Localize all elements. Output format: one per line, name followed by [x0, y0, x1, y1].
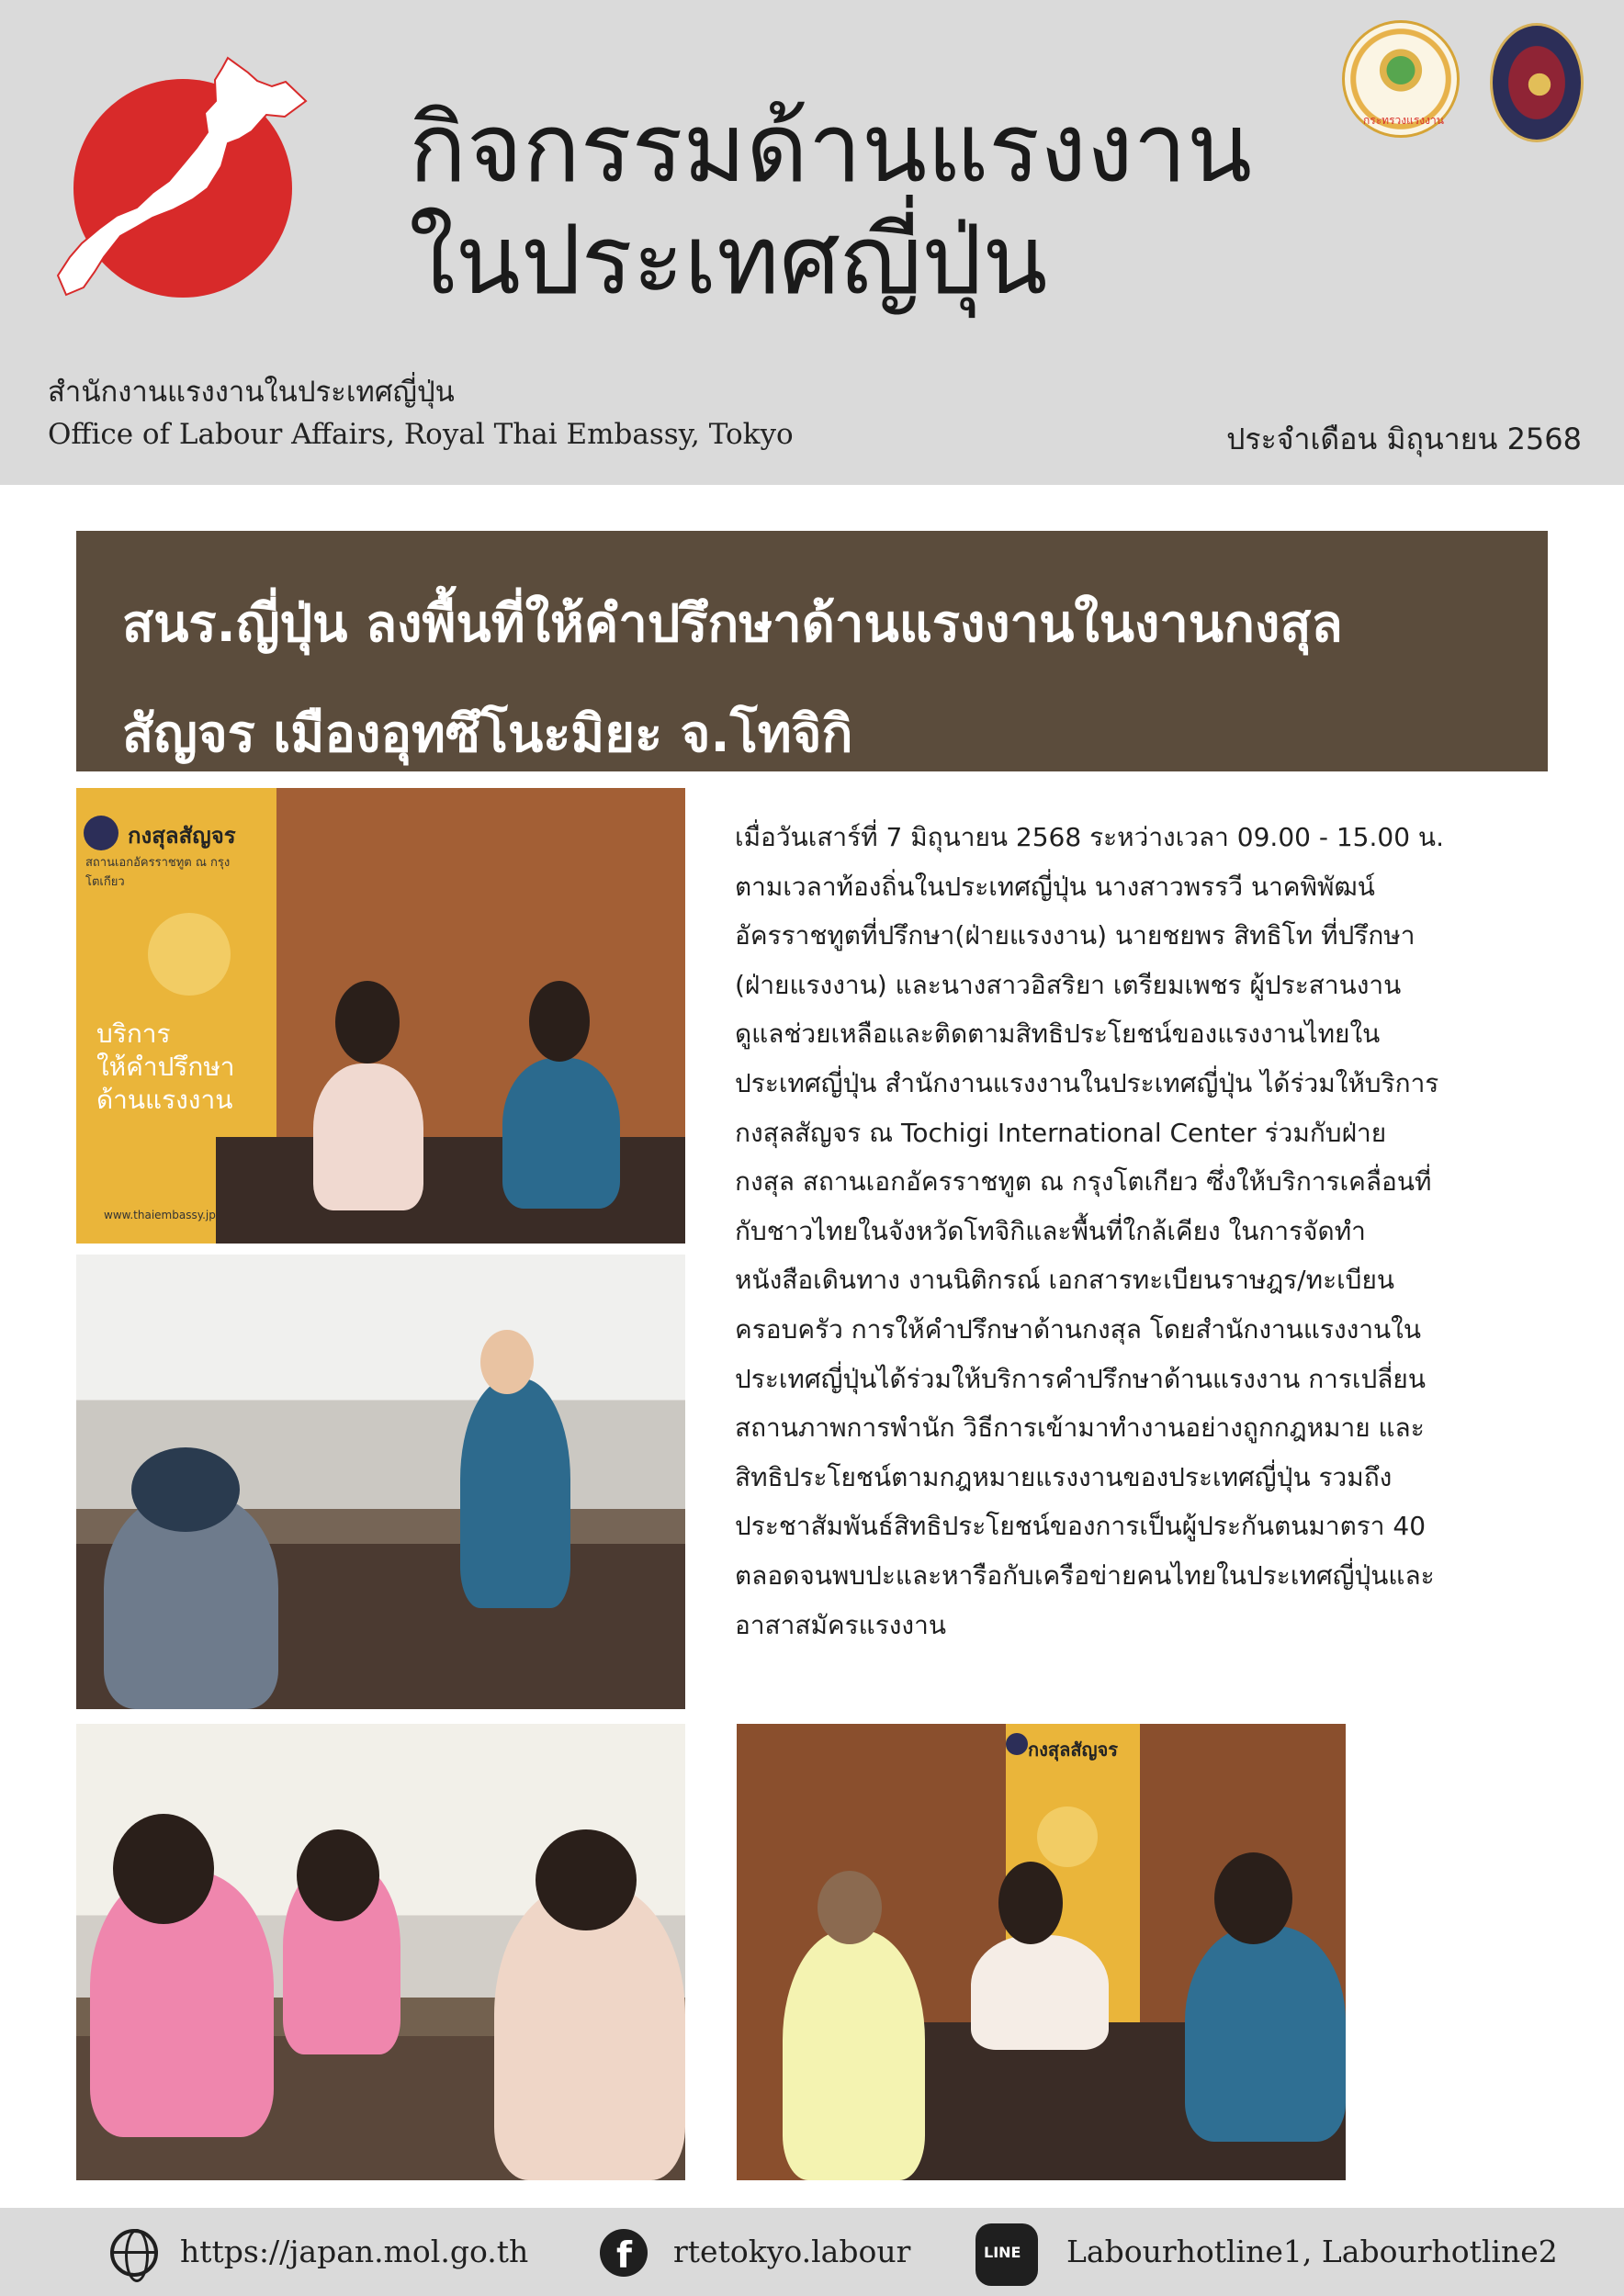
- article-line-9: กับชาวไทยในจังหวัดโทจิกิและพื้นที่ใกล้เคียง ในการจัดทำ: [735, 1215, 1366, 1246]
- article-line-5: ดูแลช่วยเหลือและติดตามสิทธิประโยชน์ของแรงงานไทยใน: [735, 1019, 1381, 1050]
- article-body: [735, 813, 1552, 1649]
- article-line-1: เมื่อวันเสาร์ที่ 7 มิถุนายน 2568 ระหว่างเวลา 09.00 - 15.00 น.: [735, 822, 1444, 852]
- ministry-of-labour-seal: [1342, 20, 1460, 138]
- article-line-3: อัครราชทูตที่ปรึกษา(ฝ่ายแรงงาน) นายชยพร สิทธิโท ที่ปรึกษา: [735, 920, 1415, 951]
- article-line-14: สิทธิประโยชน์ตามกฎหมายแรงงานของประเทศญี่ปุ่น รวมถึง: [735, 1461, 1393, 1492]
- ministry-seal-emblem: [1370, 41, 1431, 106]
- photo-person-head: [131, 1447, 240, 1532]
- title-line-1: กิจกรรมด้านแรงงาน: [409, 92, 1253, 204]
- header: [0, 0, 1624, 485]
- banner-service-line-3: ด้านแรงงาน: [96, 1085, 233, 1115]
- photo-person-head: [818, 1871, 882, 1944]
- office-name-thai: สำนักงานแรงงานในประเทศญี่ปุ่น: [48, 376, 455, 409]
- article-line-13: สถานภาพการพำนัก วิธีการเข้ามาทำงานอย่างถูกกฎหมาย และ: [735, 1412, 1425, 1444]
- article-line-11: ครอบครัว การให้คำปรึกษาด้านกงสุล โดยสำนักงานแรงงานใน: [735, 1313, 1421, 1345]
- article-line-7: กงสุลสัญจร ณ Tochigi International Center ร่วมกับฝ่าย: [735, 1117, 1387, 1148]
- banner-service-line-1: บริการ: [96, 1019, 171, 1049]
- embassy-emblem-icon: [1006, 1733, 1028, 1755]
- article-line-6: ประเทศญี่ปุ่น สำนักงานแรงงานในประเทศญี่ปุ่น ได้ร่วมให้บริการ: [735, 1067, 1439, 1098]
- website-link[interactable]: https://japan.mol.go.th: [180, 2234, 529, 2269]
- banner-brand: กงสุลสัญจร: [128, 823, 236, 849]
- sun-illustration: [1037, 1806, 1098, 1867]
- title-line-2: ในประเทศญี่ปุ่น: [409, 204, 1048, 316]
- line-app-icon: [976, 2223, 1038, 2286]
- photo-person-white-dress: [313, 1064, 423, 1210]
- photo-pink-shirt-consultation: [76, 1724, 685, 2180]
- article-line-17: อาสาสมัครแรงงาน: [735, 1609, 946, 1640]
- embassy-emblem-icon: [84, 816, 118, 850]
- line-hotline-ids[interactable]: Labourhotline1, Labourhotline2: [1066, 2234, 1558, 2269]
- photo-person-yellow: [783, 1930, 925, 2180]
- article-line-4: (ฝ่ายแรงงาน) และนางสาวอิสริยา เตรียมเพชร ผู้ประสานงาน: [735, 969, 1402, 1000]
- issue-date: ประจำเดือน มิถุนายน 2568: [1226, 422, 1582, 456]
- headline-banner: [76, 531, 1548, 771]
- sun-illustration: [148, 913, 231, 996]
- photo-person-head: [297, 1829, 379, 1921]
- article-line-16: ตลอดจนพบปะและหารือกับเครือข่ายคนไทยในประเทศญี่ปุ่นและ: [735, 1559, 1435, 1591]
- article-line-2: ตามเวลาท้องถิ่นในประเทศญี่ปุ่น นางสาวพรรวี นาคพิพัฒน์: [735, 871, 1375, 902]
- article-line-12: ประเทศญี่ปุ่นได้ร่วมให้บริการคำปรึกษาด้านแรงงาน การเปลี่ยน: [735, 1363, 1426, 1394]
- photo-person-head: [529, 981, 590, 1062]
- banner-url: www.thaiembassy.jp: [104, 1209, 216, 1221]
- photo-hall-consultation: [76, 1255, 685, 1709]
- photo-table-discussion: [737, 1724, 1346, 2180]
- line-glyph: LINE: [984, 2244, 1021, 2261]
- banner-service-line-2: ให้คำปรึกษา: [96, 1052, 235, 1082]
- newsletter-title: [409, 92, 1327, 316]
- banner-brand: กงสุลสัญจร: [1028, 1739, 1119, 1761]
- ministry-seal-caption: กระทรวงแรงงาน: [1363, 114, 1444, 127]
- photo-person-head: [1214, 1852, 1292, 1944]
- photo-person-head: [113, 1814, 214, 1924]
- photo-person-head: [335, 981, 400, 1064]
- footer-contacts: [0, 2208, 1624, 2296]
- japan-map-logo: [41, 51, 317, 326]
- office-name-english: Office of Labour Affairs, Royal Thai Embassy, Tokyo: [48, 418, 794, 451]
- headline-line-2: สัญจร เมืองอุทซึโนะมิยะ จ.โทจิกิ: [122, 704, 853, 764]
- facebook-glyph: f: [616, 2235, 632, 2277]
- globe-icon: [110, 2229, 158, 2277]
- headline-line-1: สนร.ญี่ปุ่น ลงพื้นที่ให้คำปรึกษาด้านแรงงานในงานกงสุล: [122, 594, 1343, 654]
- photo-person-white: [971, 1935, 1109, 2050]
- garuda-emblem: [1516, 60, 1563, 109]
- photo-person-blue-dress: [460, 1379, 570, 1608]
- headline-title: [122, 569, 1518, 790]
- photo-person-head: [998, 1862, 1063, 1944]
- photo-consultation-booth: [76, 788, 685, 1244]
- photo-person-blue-shirt: [502, 1058, 620, 1209]
- photo-person-head: [536, 1829, 637, 1930]
- photo-person-face: [480, 1330, 534, 1394]
- facebook-page-link[interactable]: rtetokyo.labour: [673, 2234, 911, 2269]
- banner-subtitle: สถานเอกอัครราชทูต ณ กรุงโตเกียว: [85, 856, 231, 889]
- facebook-icon: [600, 2229, 648, 2277]
- article-line-8: กงสุล สถานเอกอัครราชทูต ณ กรุงโตเกียว ซึ่งให้บริการเคลื่อนที่: [735, 1166, 1432, 1198]
- royal-thai-embassy-seal: [1490, 23, 1584, 142]
- banner-service-text: [96, 1018, 235, 1117]
- article-line-10: หนังสือเดินทาง งานนิติกรณ์ เอกสารทะเบียนราษฎร/ทะเบียน: [735, 1265, 1395, 1296]
- photo-person-blue: [1185, 1926, 1346, 2142]
- article-line-15: ประชาสัมพันธ์สิทธิประโยชน์ของการเป็นผู้ประกันตนมาตรา 40: [735, 1511, 1427, 1542]
